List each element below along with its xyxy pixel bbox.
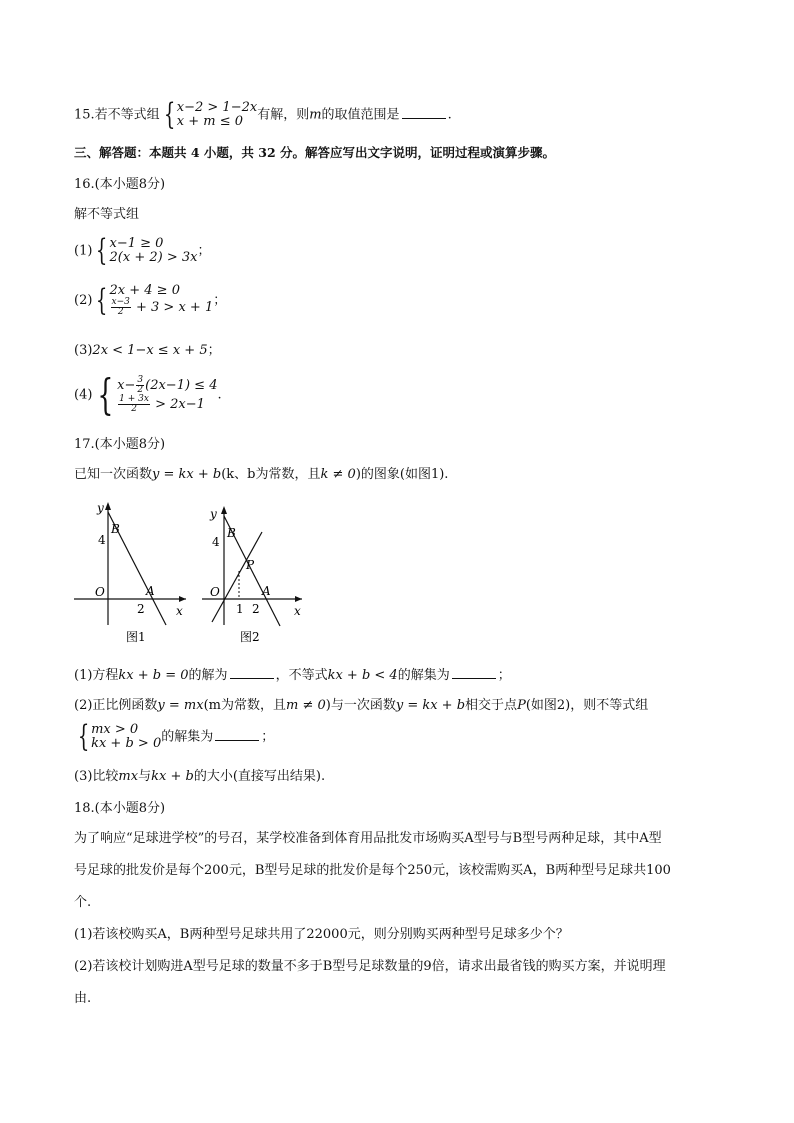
- q16-header: 16.(本小题8分): [74, 177, 166, 192]
- q18-para-line2: 号足球的批发价是每个200元，B型号足球的批发价是每个250元，该校需购买A，B两种型号足球共100: [74, 863, 671, 878]
- brace-icon: {: [96, 282, 108, 318]
- x-label: x: [294, 604, 301, 618]
- q17-s2-b: (m为常数，且: [203, 698, 286, 713]
- q15-end: .: [447, 107, 452, 123]
- q17-intro: [74, 466, 448, 484]
- q17-sub3: [74, 768, 325, 786]
- q16-part1: [74, 233, 211, 268]
- q15-line: [74, 97, 452, 132]
- q18-sub2-line1: (2)若该校计划购进A型号足球的数量不多于B型号足球数量的9倍，请求出最省钱的购买方案，并说明理: [74, 959, 666, 974]
- q17-sub1: [74, 666, 511, 685]
- q17-sub2-line1: [74, 697, 648, 715]
- y-label: y: [97, 501, 104, 515]
- q17-s2-row1: mx > 0: [91, 722, 139, 737]
- q16-part3: [74, 342, 221, 360]
- q15-suffix: 的取值范围是: [321, 107, 400, 123]
- q18-para-line1: 为了响应“足球进学校”的号召，某学校准备到体育用品批发市场购买A型号与B型号两种足球，其中A型: [74, 831, 662, 846]
- q17-intro-eq: y = kx + b: [152, 467, 222, 482]
- q17-s2-end: ；: [261, 729, 275, 745]
- q18-sub2-line2: 由.: [74, 991, 92, 1006]
- q17-s2-e: (如图2)，则不等式组: [525, 698, 649, 713]
- figure-1: [70, 500, 190, 650]
- q16-p2-end: ；: [213, 293, 227, 308]
- brace-icon: {: [163, 97, 175, 132]
- q16-p1-row1: x−1 ≥ 0: [109, 236, 164, 251]
- q17-s3-c: 的大小(直接写出结果).: [193, 769, 326, 784]
- answer-blank: [452, 666, 496, 679]
- q17-s1-ineq: kx + b < 4: [327, 668, 398, 683]
- point-a-label: A: [262, 584, 271, 598]
- q16-p2-row2: + 3 > x + 1: [136, 300, 214, 315]
- q17-intro-a: 已知一次函数: [74, 467, 153, 482]
- q16-intro: 解不等式组: [74, 207, 140, 222]
- x-axis-arrow-icon: [295, 596, 302, 602]
- answer-blank: [402, 106, 446, 119]
- q17-s2-p: P: [517, 698, 526, 713]
- tick-1-label: 1: [236, 602, 244, 616]
- answer-blank: [215, 728, 259, 741]
- q16-p4-frac2-den: 2: [131, 404, 137, 414]
- q18-header: 18.(本小题8分): [74, 801, 166, 816]
- q16-p3-expr: 2x < 1−x ≤ x + 5: [92, 343, 208, 358]
- q17-s2-c: )与一次函数: [325, 698, 396, 713]
- q16-p4-frac1-num: 3: [137, 375, 144, 385]
- q16-p4-row1a: x−: [117, 378, 136, 393]
- q17-s1-b: 的解为: [188, 668, 228, 683]
- q17-intro-cond: k ≠ 0: [320, 467, 356, 482]
- tick-4-label: 4: [98, 533, 106, 547]
- origin-label: O: [210, 585, 220, 599]
- x-label: x: [176, 604, 183, 618]
- q16-p2-label: (2): [74, 293, 93, 308]
- q16-p2-frac-den: 2: [117, 307, 124, 317]
- q15-mid: 有解，则: [257, 107, 310, 123]
- section-heading: 三、解答题：本题共 4 小题，共 32 分。解答应写出文字说明，证明过程或演算步骤。: [74, 145, 556, 160]
- q16-p2-row1: 2x + 4 ≥ 0: [109, 283, 180, 298]
- q17-s2-eq2: y = kx + b: [395, 698, 466, 713]
- q16-p1-row2: 2(x + 2) > 3x: [109, 250, 198, 265]
- q17-s3-kx: kx + b: [151, 769, 194, 784]
- brace-icon: {: [97, 370, 114, 419]
- figure-2: [200, 500, 310, 650]
- point-b-label: B: [111, 522, 120, 536]
- y-axis-arrow-icon: [221, 506, 227, 514]
- q17-intro-c: )的图象(如图1).: [355, 467, 449, 482]
- q17-s1-c: ，不等式: [275, 668, 328, 683]
- brace-icon: {: [96, 233, 108, 268]
- q16-p1-label: (1): [74, 243, 93, 259]
- q16-part4: [74, 370, 222, 419]
- q16-p4-end: .: [217, 387, 222, 403]
- q15-var: m: [309, 107, 322, 123]
- q16-p4-frac2-num: 1 + 3x: [119, 394, 149, 404]
- answer-blank: [230, 666, 274, 679]
- q16-p2-frac-num: x−3: [111, 297, 130, 307]
- q16-p4-row1b: (2x−1) ≤ 4: [145, 378, 218, 393]
- q18-para-line3: 个.: [74, 895, 92, 910]
- q17-header: 17.(本小题8分): [74, 437, 166, 452]
- q16-p1-end: ；: [197, 243, 211, 259]
- q17-s2-a: (2)正比例函数: [74, 698, 158, 713]
- origin-label: O: [95, 585, 105, 599]
- q17-intro-b: (k、b为常数，且: [221, 467, 321, 482]
- q16-p3-end: ；: [207, 343, 221, 358]
- q17-s1-eq: kx + b = 0: [118, 668, 189, 683]
- y-axis-arrow-icon: [105, 502, 111, 510]
- q16-part2: [74, 284, 226, 317]
- point-b-label: B: [227, 526, 236, 540]
- q17-s3-b: 与: [138, 769, 152, 784]
- q15-prefix: 15.若不等式组: [74, 107, 160, 123]
- q17-s1-end: ；: [497, 668, 511, 683]
- point-a-label: A: [146, 584, 155, 598]
- q16-p4-label: (4): [74, 387, 93, 403]
- q16-p4-row2: > 2x−1: [155, 397, 205, 412]
- q17-s3-mx: mx: [118, 769, 139, 784]
- tick-4-label: 4: [212, 535, 220, 549]
- q17-s2-f: 的解集为: [161, 729, 214, 745]
- x-axis-arrow-icon: [179, 596, 186, 602]
- point-p-label: P: [246, 558, 255, 572]
- q17-s2-cond: m ≠ 0: [286, 698, 326, 713]
- q17-s2-eq: y = mx: [157, 698, 204, 713]
- q16-p3-label: (3): [74, 343, 93, 358]
- q17-sub2-line2: [74, 719, 275, 754]
- q17-s2-row2: kx + b > 0: [91, 736, 162, 751]
- q15-row1: x−2 > 1−2x: [176, 100, 258, 115]
- q15-system: [160, 97, 258, 132]
- tick-2-label: 2: [137, 602, 145, 616]
- q15-row2: x + m ≤ 0: [176, 114, 244, 129]
- q17-s1-d: 的解集为: [397, 668, 450, 683]
- q16-p4-frac1-den: 2: [137, 385, 144, 395]
- q17-s1-a: (1)方程: [74, 668, 119, 683]
- q18-sub1: (1)若该校购买A，B两种型号足球共用了22000元，则分别购买两种型号足球多少个？: [74, 927, 569, 942]
- y-label: y: [210, 507, 217, 521]
- figure-2-caption: 图2: [240, 630, 260, 644]
- figure-1-caption: 图1: [126, 630, 146, 644]
- q17-s3-a: (3)比较: [74, 769, 119, 784]
- tick-2-label: 2: [252, 602, 260, 616]
- brace-icon: {: [77, 719, 90, 754]
- q17-s2-d: 相交于点: [465, 698, 518, 713]
